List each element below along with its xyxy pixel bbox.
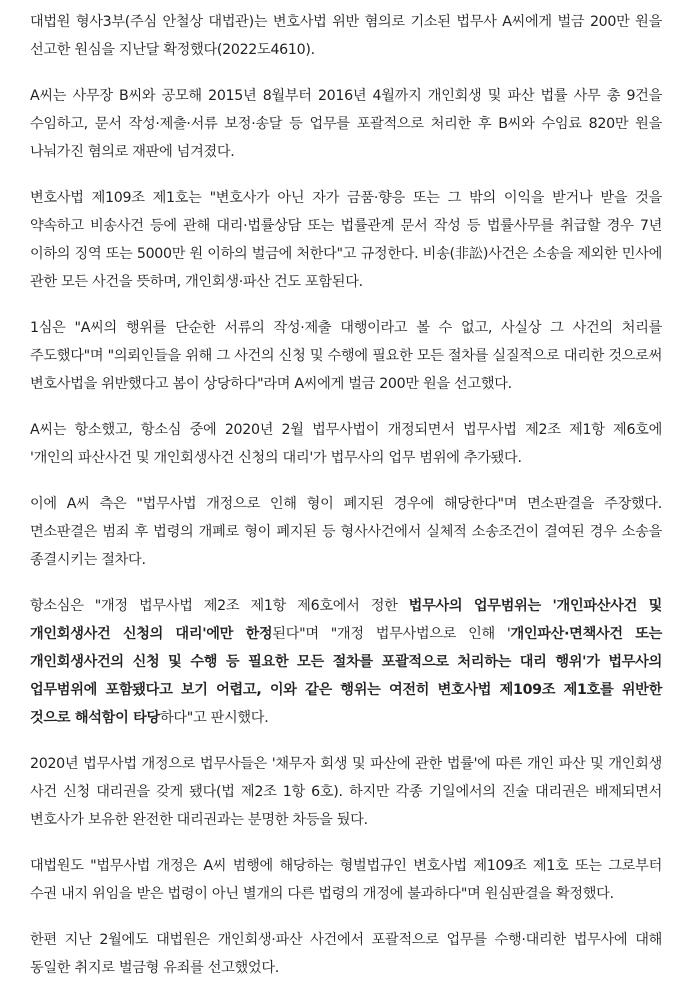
article-paragraph xyxy=(30,314,662,398)
paragraph-text: A씨는 항소했고, 항소심 중에 2020년 2월 법무사법이 개정되면서 법무사법 제2조 제1항 제6호에 '개인의 파산사건 및 개인회생사건 신청의 대리'가 법무사의 업무 범위에 추가됐다. xyxy=(30,422,662,466)
paragraph-text: 항소심은 "개정 법무사법 제2조 제1항 제6호에서 정한 xyxy=(30,598,409,614)
article-paragraph xyxy=(30,8,662,64)
article-paragraph xyxy=(30,490,662,574)
article-paragraph xyxy=(30,926,662,982)
paragraph-text: 1심은 "A씨의 행위를 단순한 서류의 작성·제출 대행이라고 볼 수 없고, 사실상 그 사건의 처리를 주도했다"며 "의뢰인들을 위해 그 사건의 신청 및 수행에 필요한 모든 절차를 실질적으로 대리한 것으로써 변호사법을 위반했다고 봄이 상당하다"라며 A씨에게 벌금 200만 원을 선고했다. xyxy=(30,320,662,392)
paragraph-text: A씨는 사무장 B씨와 공모해 2015년 8월부터 2016년 4월까지 개인회생 및 파산 법률 사무 총 9건을 수임하고, 문서 작성·제출·서류 보정·송달 등 업무를 포괄적으로 처리한 후 B씨와 수임료 820만 원을 나눠가진 혐의로 재판에 넘겨졌다. xyxy=(30,88,662,160)
paragraph-text: 2020년 법무사법 개정으로 법무사들은 '채무자 회생 및 파산에 관한 법률'에 따른 개인 파산 및 개인회생 사건 신청 대리권을 갖게 됐다(법 제2조 1항 6호). 하지만 각종 기일에서의 진술 대리권은 배제되면서 변호사가 보유한 완전한 대리권과는 분명한 차등을 뒀다. xyxy=(30,756,662,828)
emphasized-text: 개인파산·면책사건 또는 개인회생사건의 신청 및 수행 등 필요한 모든 절차를 포괄적으로 처리하는 대리 행위'가 법무사의 업무범위에 포함됐다고 보기 어렵고, 이와 같은 행위는 여전히 변호사법 제109조 제1호를 위반한 것으로 해석함이 타당 xyxy=(30,626,662,726)
paragraph-text: 이에 A씨 측은 "법무사법 개정으로 인해 형이 폐지된 경우에 해당한다"며 면소판결을 주장했다. 면소판결은 범죄 후 법령의 개폐로 형이 폐지된 등 형사사건에서 실체적 소송조건이 결여된 경우 소송을 종결시키는 절차다. xyxy=(30,496,662,568)
paragraph-text: 대법원도 "법무사법 개정은 A씨 범행에 해당하는 형벌법규인 변호사법 제109조 제1호 또는 그로부터 수권 내지 위임을 받은 법령이 아닌 별개의 다른 법령의 개정에 불과하다"며 원심판결을 확정했다. xyxy=(30,858,662,902)
article-paragraph xyxy=(30,82,662,166)
article-paragraph xyxy=(30,592,662,732)
article-paragraph xyxy=(30,750,662,834)
paragraph-text: 대법원 형사3부(주심 안철상 대법관)는 변호사법 위반 혐의로 기소된 법무사 A씨에게 벌금 200만 원을 선고한 원심을 지난달 확정했다(2022도4610). xyxy=(30,14,662,58)
article-paragraph xyxy=(30,184,662,296)
paragraph-text: 하다"고 판시했다. xyxy=(159,710,269,726)
paragraph-text: 된다"며 "개정 법무사법으로 인해 ' xyxy=(272,626,511,642)
article-paragraph xyxy=(30,852,662,908)
emphasized-text: 법무사의 업무범위는 '개인파산사건 및 개인회생사건 신청의 대리'에만 한정 xyxy=(30,598,662,642)
article-paragraph xyxy=(30,416,662,472)
paragraph-text: 한편 지난 2월에도 대법원은 개인회생·파산 사건에서 포괄적으로 업무를 수행·대리한 법무사에 대해 동일한 취지로 벌금형 유죄를 선고했었다. xyxy=(30,932,662,976)
paragraph-text: 변호사법 제109조 제1호는 "변호사가 아닌 자가 금품·향응 또는 그 밖의 이익을 받거나 받을 것을 약속하고 비송사건 등에 관해 대리·법률상담 또는 법률관계 문서 작성 등 법률사무를 취급할 경우 7년 이하의 징역 또는 5000만 원 이하의 벌금에 처한다"고 규정한다. 비송(非訟)사건은 소송을 제외한 민사에 관한 모든 사건을 뜻하며, 개인회생·파산 건도 포함된다. xyxy=(30,190,662,290)
